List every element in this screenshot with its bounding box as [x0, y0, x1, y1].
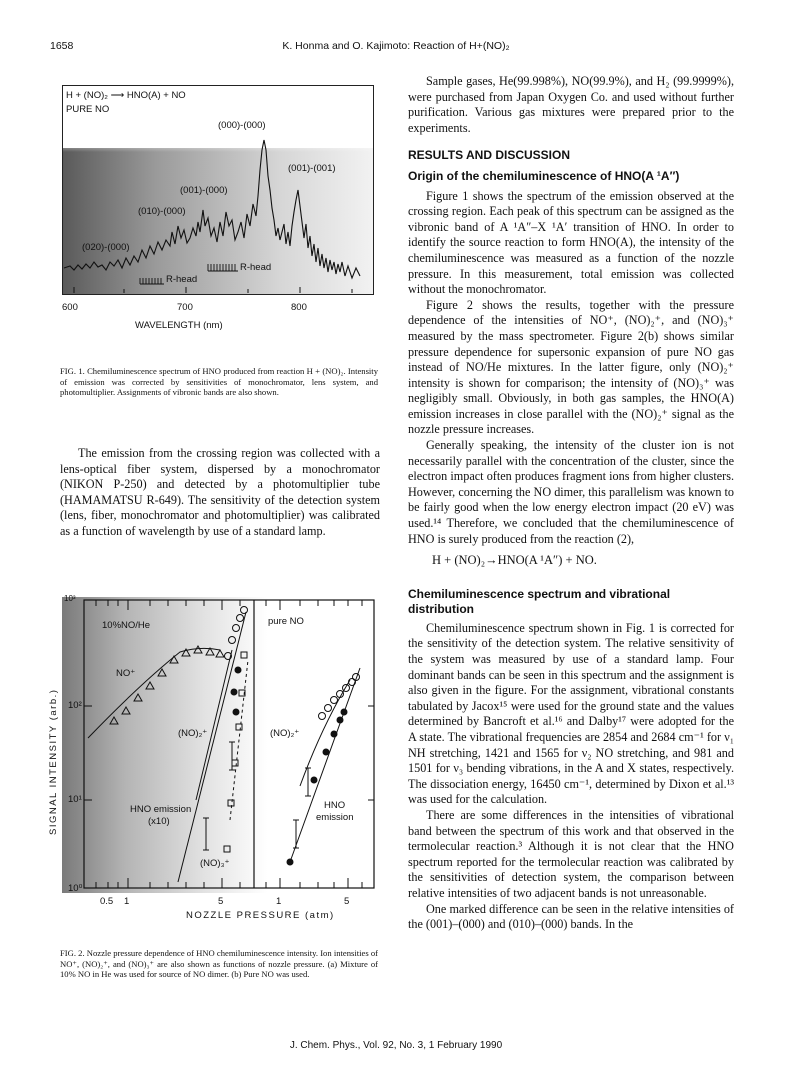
x-tick-a-0.5: 0.5 [100, 896, 114, 907]
figure2-y-tick-1e1: 10¹ [68, 794, 82, 805]
no-plus-curve [88, 648, 220, 738]
series-no-plus: NO⁺ [116, 668, 136, 679]
figure2-y-label: SIGNAL INTENSITY (arb.) [48, 688, 59, 835]
x-tick-b-5: 5 [344, 896, 350, 907]
page-number: 1658 [50, 40, 74, 52]
figure1-x-tick-600: 600 [62, 302, 78, 313]
figure1-x-tick-800: 800 [291, 302, 307, 313]
subsection-heading-origin: Origin of the chemiluminescence of HNO(A ¹A″) [408, 168, 680, 183]
figure2-y-tick-1e3: 10³ [64, 594, 76, 603]
section-heading-results: RESULTS AND DISCUSSION [408, 148, 571, 163]
r-head-label-2: R-head [240, 262, 272, 273]
journal-citation: J. Chem. Phys., Vol. 92, No. 3, 1 February 1990 [289, 1040, 503, 1051]
running-title: K. Honma and O. Kajimoto: Reaction of H+(NO)₂ [282, 40, 510, 52]
figure1-x-label: WAVELENGTH (nm) [135, 320, 223, 331]
dimer-open-circles-b [319, 674, 360, 720]
series-dimer-a: (NO)₂⁺ [178, 728, 208, 739]
trimer-fit-line-a [196, 650, 232, 800]
r-head-label-1: R-head [166, 274, 198, 285]
figure1-title-line1: H + (NO)₂ ⟶ HNO(A) + NO [66, 90, 186, 101]
series-hno-emission-a: HNO emission [130, 804, 192, 815]
x-tick-a-5: 5 [218, 896, 224, 907]
series-x10: (x10) [148, 816, 170, 827]
series-hno-b: HNO [324, 800, 346, 811]
paragraph-figure2: Figure 2 shows the results, together with the pressure dependence of the intensities of NO⁺, (NO)₂⁺, and (NO)₃⁺ measured by the mass spectrometer. Figure 2(b) shows similar pressure dependence for supersonic expansion of pure NO gas instead of NO/He mixtures. In the latter figure, only (NO)₂⁺ intensity is shown for comparison; the intensity of (NO)₃⁺ was negligibly small. Obviously, in both gas samples, the HNO(A) emission increases in close parallel with the (NO)₂⁺ signal as the nozzle pressure increases. [408, 297, 734, 437]
figure1-caption: FIG. 1. Chemiluminescence spectrum of HNO produced from reaction H + (NO)₂. Intensity of emission was corrected by sensitivities of monochromator, lens system, and photomultiplier. Assignments of vibronic bands are also shown. [60, 366, 378, 398]
error-bars-a [203, 742, 235, 850]
panel-a-label: 10%NO/He [102, 620, 151, 631]
series-trimer-a: (NO)₃⁺ [200, 858, 230, 869]
figure1-x-tick-700: 700 [177, 302, 193, 313]
band-label-010-000: (010)-(000) [138, 206, 186, 217]
paragraph-spectrum: Chemiluminescence spectrum shown in Fig. 1 is corrected for the sensitivity of the detection system. The relative sensitivity of the system was measured by use of a standard lamp. Four dominant bands can be seen in this spectrum and the assignment is also given in the figure. For the assignment, vibrational constants tabulated by Jacox¹⁵ were used for the ground state and the values determined by Bancroft et al.¹⁶ and Dalby¹⁷ were adopted for the A state. The vibrational frequencies are 2854 and 2684 cm⁻¹ for ν₁ NH stretching, 1421 and 1565 for ν₂ NO stretching, and 981 and 1501 for ν₃ bending vibrations, in the A and X states, respectively. The dissociation energy, 16450 cm⁻¹, determined by Dixon et al.¹³ was used for the calculation. [408, 620, 734, 807]
figure2-y-tick-1e0: 10⁰ [68, 883, 83, 894]
band-label-001-001: (001)-(001) [288, 163, 336, 174]
figure1-title-line2: PURE NO [66, 104, 110, 115]
series-emission-b: emission [316, 812, 354, 823]
panel-b-label: pure NO [268, 616, 304, 627]
band-label-000-000: (000)-(000) [218, 120, 266, 131]
paragraph-marked-difference: One marked difference can be seen in the relative intensities of the (001)–(000) and (010)–(000) bands. In the [408, 901, 734, 932]
paragraph-samples: Sample gases, He(99.998%), NO(99.9%), and H₂ (99.9999%), were purchased from Japan Oxygen Co. and used without further purification. Various gas mixtures were prepared prior to the experiments. [408, 74, 734, 135]
no-plus-points [110, 646, 224, 724]
right-column [408, 74, 734, 933]
trimer-squares-a [224, 652, 247, 852]
figure2-y-tick-1e2: 10² [68, 700, 82, 711]
series-dimer-b: (NO)₂⁺ [270, 728, 300, 739]
figure2-frame [84, 600, 374, 888]
x-tick-b-1: 1 [276, 896, 282, 907]
band-label-001-000: (001)-(000) [180, 185, 228, 196]
paragraph-figure1: Figure 1 shows the spectrum of the emission observed at the crossing region. Each peak of this spectrum can be assigned as the vibronic band of A ¹A″–X ¹A′ transition of HNO. In order to identify the source reaction to form HNO(A), the intensity of the chemiluminescence was measured as a function of the nozzle pressure. In this measurement, total emission was collected without the monochromator. [408, 188, 734, 297]
x-tick-a-1: 1 [124, 896, 130, 907]
band-label-020-000: (020)-(000) [82, 242, 130, 253]
left-paragraph: The emission from the crossing region was collected with a lens-optical fiber system, dispersed by a monochromator (NIKON P-250) and detected by a photomultiplier tube (HAMAMATSU R-649). The sensitivity of the detection system (lens, fiber, monochromator and photomultiplier) was calibrated as a function of wavelength by use of a standard lamp. [60, 446, 380, 538]
paragraph-differences: There are some differences in the intensities of vibrational band between the spectrum of this work and that observed in the termolecular reaction.³ Although it is not clear that the HNO spectrum reported for the termolecular reaction was calibrated by the sensitivities of detection system, the comparison between relative intensities of two adjacent bands is not unreasonable. [408, 807, 734, 900]
hno-filled-circles-a [231, 667, 242, 716]
subsection-heading-spectrum: Chemiluminescence spectrum and vibrational distribution [408, 586, 671, 616]
figure2-x-label: NOZZLE PRESSURE (atm) [186, 910, 335, 921]
paragraph-cluster-ion: Generally speaking, the intensity of the cluster ion is not necessarily parallel with the concentration of the cluster, since the electron impact often produces fragment ions from higher clusters. However, concerning the NO dimer, this parallelism was known to be fairly good when the low energy electron impact (20 eV) was used.¹⁴ Therefore, we concluded that the chemiluminescence of HNO is surely produced from the reaction (2), [408, 438, 734, 546]
figure2-caption: FIG. 2. Nozzle pressure dependence of HNO chemiluminescence intensity. Ion intensities of NO⁺, (NO)₂⁺, and (NO)₃⁺ are also shown as functions of nozzle pressure. (a) Mixture of 10% NO in He was used for source of NO dimer. (b) Pure NO was used. [60, 948, 378, 980]
hno-fit-line-b [290, 668, 360, 862]
equation-reaction-2: H + (NO)₂→HNO(A ¹A″) + NO. [432, 553, 597, 568]
